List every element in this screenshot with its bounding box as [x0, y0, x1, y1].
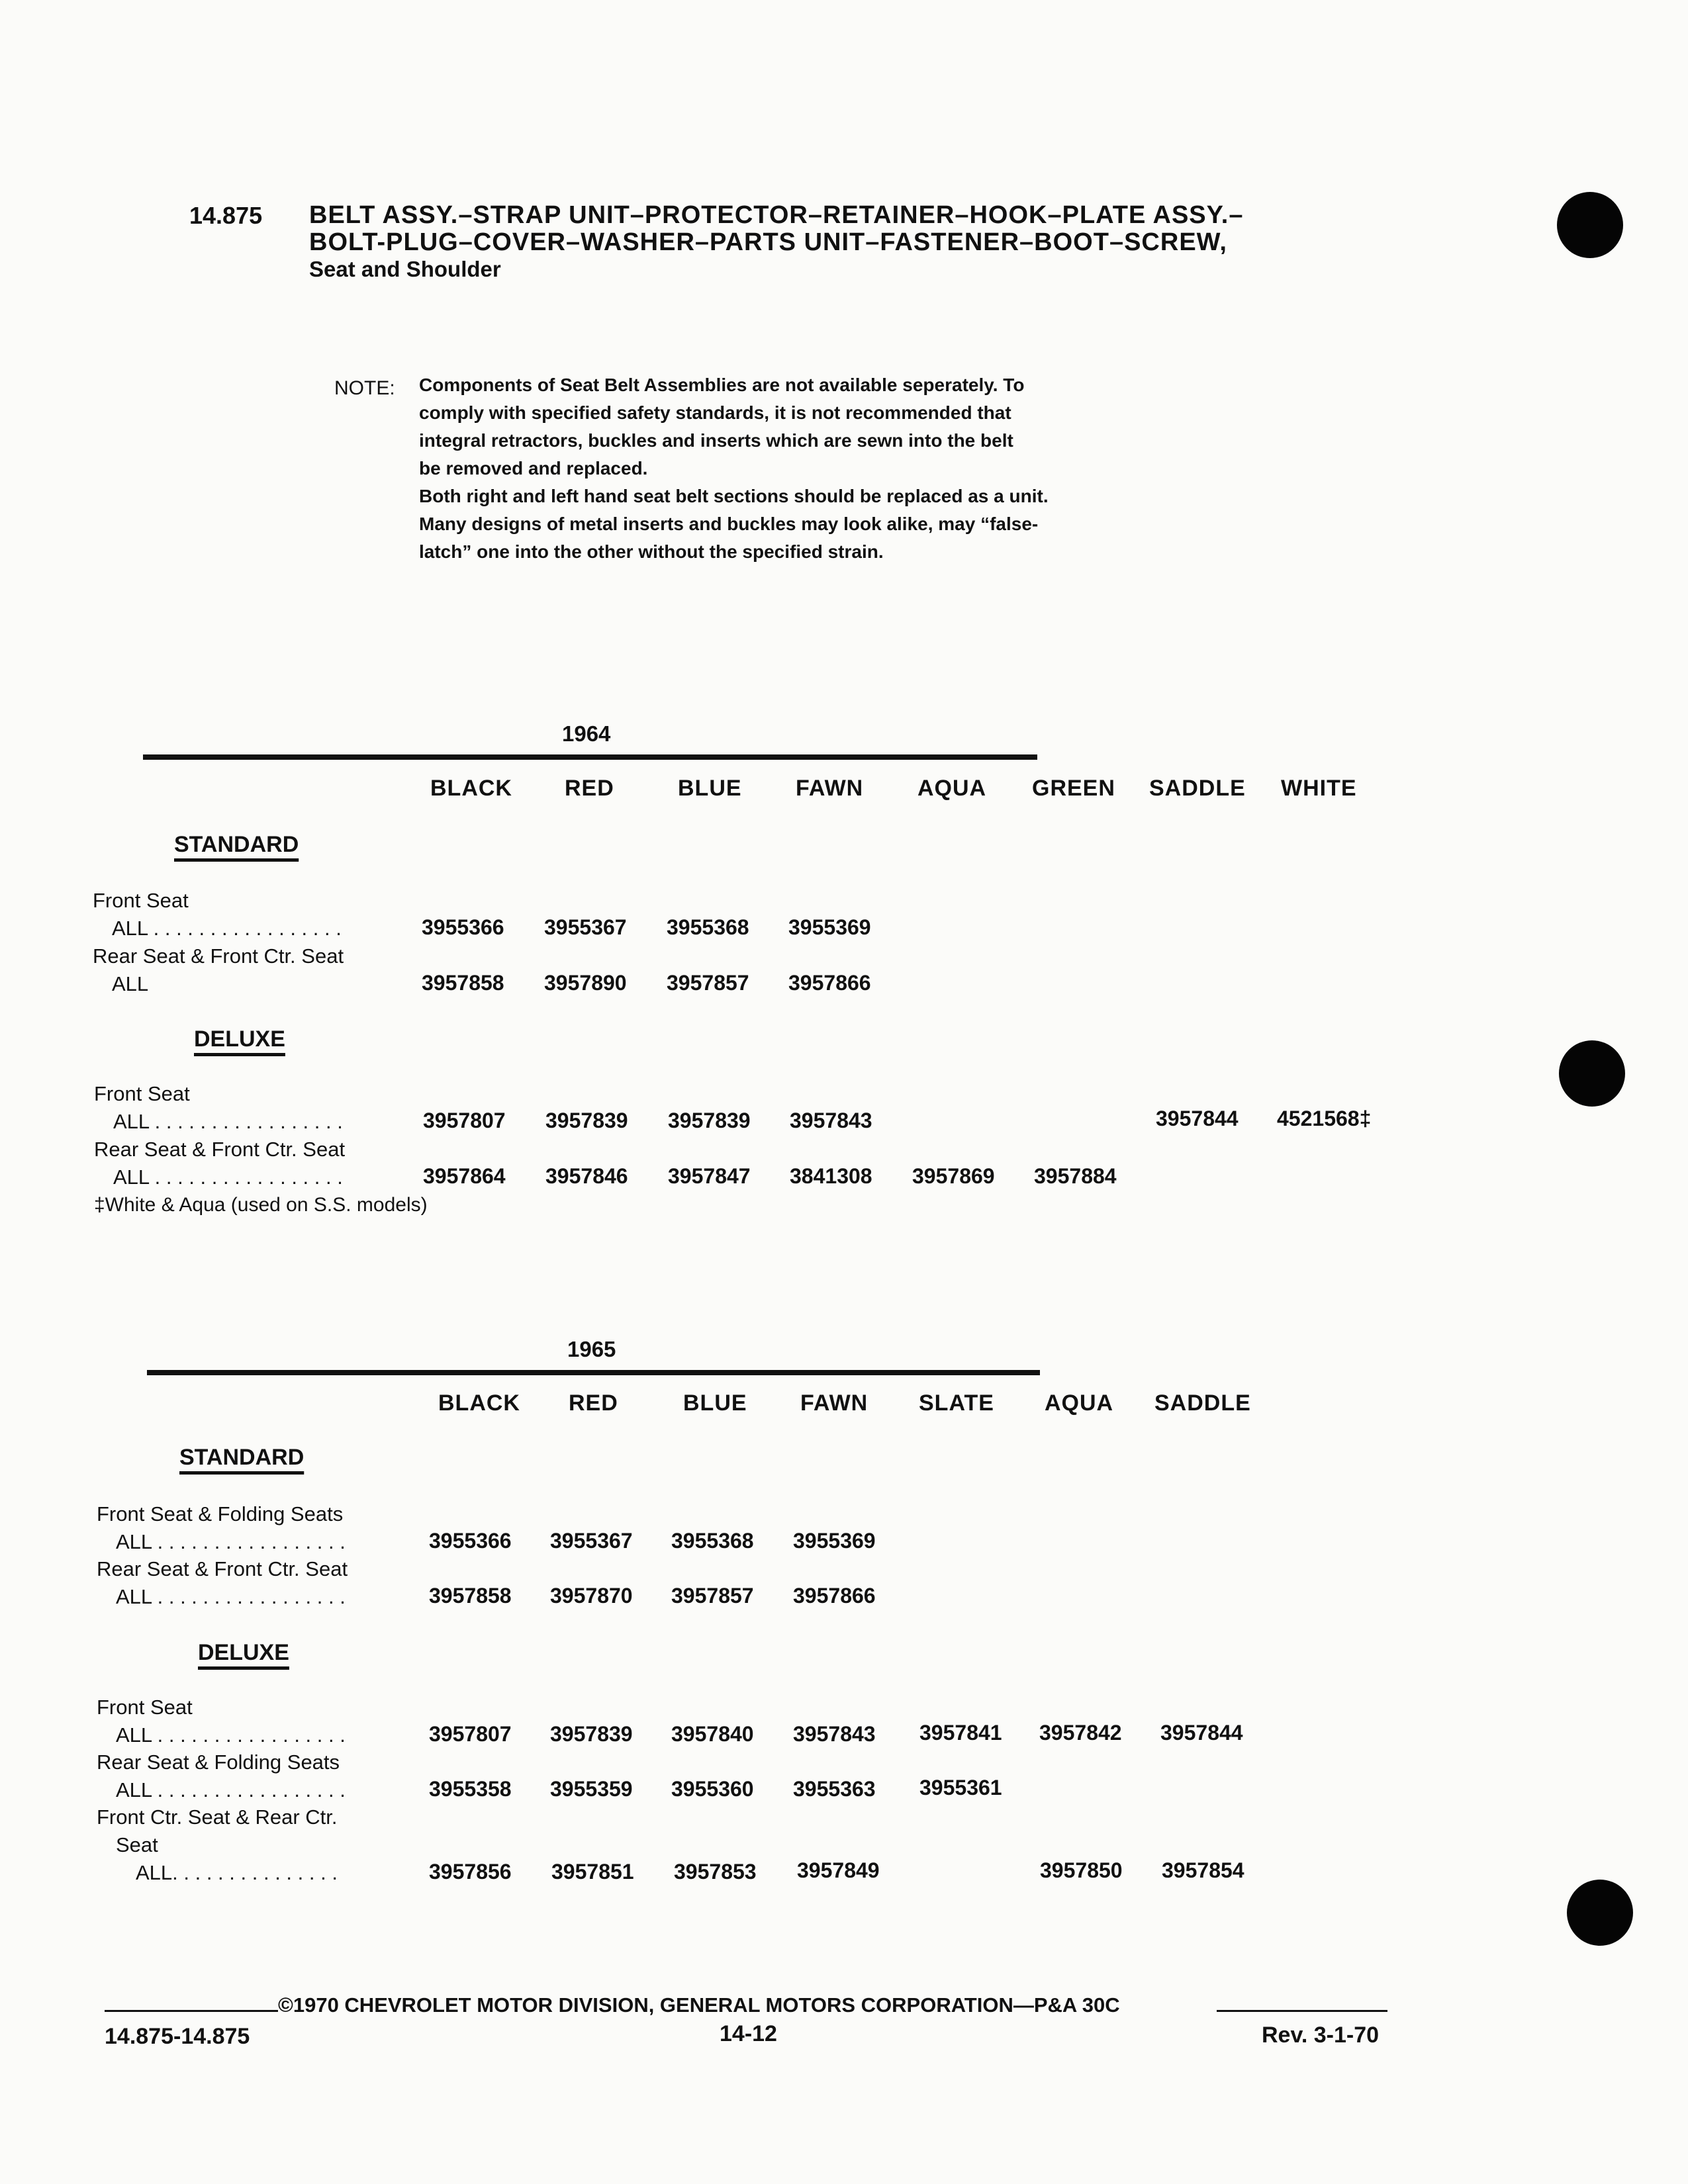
row-label: Front Seat — [93, 889, 189, 912]
row-label: Front Seat — [94, 1082, 190, 1105]
part-number: 3957839 — [545, 1109, 628, 1132]
part-number: 3957870 — [550, 1584, 633, 1608]
category-deluxe-1964: DELUXE — [194, 1026, 285, 1052]
row-label-continued: Seat — [116, 1833, 158, 1856]
row-sublabel: ALL . . . . . . . . . . . . . . . . . — [116, 1530, 346, 1553]
part-number: 3957853 — [674, 1860, 757, 1884]
category-deluxe-1965: DELUXE — [198, 1640, 289, 1665]
part-number: 3957841 — [919, 1721, 1002, 1745]
col-header-aqua: AQUA — [1045, 1390, 1114, 1416]
page-title-line3: Seat and Shoulder — [309, 257, 501, 281]
year-heading-1965: 1965 — [567, 1337, 616, 1361]
row-label: Rear Seat & Front Ctr. Seat — [97, 1557, 348, 1580]
part-number: 3955366 — [429, 1529, 512, 1553]
part-number: 3957851 — [551, 1860, 634, 1884]
footer-page-number: 14-12 — [720, 2021, 777, 2046]
part-number: 3957890 — [544, 971, 627, 995]
footnote: ‡White & Aqua (used on S.S. models) — [94, 1194, 428, 1216]
part-number: 3955366 — [422, 915, 504, 939]
row-label: Front Seat — [97, 1696, 193, 1719]
note-line: Both right and left hand seat belt sections should be replaced as a unit. — [419, 486, 1049, 506]
part-number: 3957866 — [793, 1584, 876, 1608]
part-number: 3957844 — [1160, 1721, 1243, 1745]
col-header-slate: SLATE — [919, 1390, 994, 1416]
row-label: Rear Seat & Folding Seats — [97, 1751, 340, 1774]
copyright-line: ©1970 CHEVROLET MOTOR DIVISION, GENERAL MOTORS CORPORATION—P&A 30C — [278, 1993, 1120, 2017]
row-sublabel: ALL. . . . . . . . . . . . . . . — [136, 1861, 338, 1884]
part-number: 3957839 — [668, 1109, 751, 1132]
punch-hole-top — [1557, 192, 1623, 258]
row-sublabel: ALL . . . . . . . . . . . . . . . . . — [113, 1110, 343, 1133]
part-number: 3957849 — [797, 1858, 880, 1882]
part-number: 3955367 — [550, 1529, 633, 1553]
part-number: 3955360 — [671, 1777, 754, 1801]
part-number: 4521568‡ — [1277, 1107, 1372, 1130]
col-header-fawn: FAWN — [800, 1390, 868, 1416]
part-number: 3957807 — [429, 1722, 512, 1746]
row-label: Rear Seat & Front Ctr. Seat — [94, 1138, 346, 1161]
col-header-blue: BLUE — [678, 776, 742, 801]
row-sublabel: ALL . . . . . . . . . . . . . . . . . — [116, 1778, 346, 1801]
part-number: 3957884 — [1034, 1164, 1117, 1188]
note-body — [419, 371, 1049, 566]
part-number: 3957858 — [429, 1584, 512, 1608]
part-number: 3957842 — [1039, 1721, 1122, 1745]
footer-revision: Rev. 3-1-70 — [1262, 2023, 1380, 2048]
part-number: 3955358 — [429, 1777, 512, 1801]
category-standard-1965: STANDARD — [179, 1445, 305, 1470]
row-sublabel: ALL . . . . . . . . . . . . . . . . . — [113, 1165, 343, 1189]
part-number: 3957856 — [429, 1860, 512, 1884]
row-sublabel: ALL . . . . . . . . . . . . . . . . . — [116, 1723, 346, 1747]
col-header-blue: BLUE — [683, 1390, 747, 1416]
part-number: 3955359 — [550, 1777, 633, 1801]
col-header-red: RED — [565, 776, 614, 801]
row-sublabel: ALL . . . . . . . . . . . . . . . . . — [116, 1585, 346, 1608]
part-number: 3957843 — [793, 1722, 876, 1746]
part-number: 3955363 — [793, 1777, 876, 1801]
col-header-white: WHITE — [1281, 776, 1357, 801]
col-header-saddle: SADDLE — [1149, 776, 1246, 801]
part-number: 3957840 — [671, 1722, 754, 1746]
col-header-black: BLACK — [430, 776, 512, 801]
part-number: 3955368 — [667, 915, 749, 939]
col-header-black: BLACK — [438, 1390, 520, 1416]
col-header-saddle: SADDLE — [1154, 1390, 1251, 1416]
part-number: 3955368 — [671, 1529, 754, 1553]
note-line: latch” one into the other without the specified strain. — [419, 541, 884, 562]
row-sublabel: ALL . . . . . . . . . . . . . . . . . — [112, 917, 342, 940]
col-header-green: GREEN — [1032, 776, 1115, 801]
part-number: 3957844 — [1156, 1107, 1239, 1130]
punch-hole-middle — [1559, 1040, 1625, 1107]
part-number: 3957864 — [423, 1164, 506, 1188]
part-number: 3841308 — [790, 1164, 872, 1188]
row-label: Front Seat & Folding Seats — [97, 1502, 344, 1525]
page-title-line1: BELT ASSY.–STRAP UNIT–PROTECTOR–RETAINER–HOOK–PLATE ASSY.– — [309, 201, 1244, 229]
table-rule-1965 — [147, 1370, 1040, 1375]
part-number: 3957869 — [912, 1164, 995, 1188]
part-number: 3957843 — [790, 1109, 872, 1132]
part-number: 3957847 — [668, 1164, 751, 1188]
part-number: 3955361 — [919, 1776, 1002, 1799]
part-number: 3957839 — [550, 1722, 633, 1746]
part-number: 3957807 — [423, 1109, 506, 1132]
note-label: NOTE: — [334, 377, 395, 399]
part-number: 3957857 — [671, 1584, 754, 1608]
section-number: 14.875 — [189, 202, 263, 229]
col-header-red: RED — [569, 1390, 618, 1416]
part-number: 3955369 — [793, 1529, 876, 1553]
table-rule-1964 — [143, 754, 1037, 760]
note-line: Many designs of metal inserts and buckles may look alike, may “false- — [419, 514, 1039, 534]
col-header-aqua: AQUA — [917, 776, 987, 801]
part-number: 3957858 — [422, 971, 504, 995]
part-number: 3957866 — [788, 971, 871, 995]
footer-section-range: 14.875-14.875 — [105, 2024, 250, 2049]
note-line: Components of Seat Belt Assemblies are not available seperately. To — [419, 375, 1025, 395]
punch-hole-bottom — [1567, 1880, 1633, 1946]
row-label: Rear Seat & Front Ctr. Seat — [93, 944, 344, 968]
category-standard-1964: STANDARD — [174, 832, 299, 857]
row-sublabel: ALL — [112, 972, 149, 995]
page-title-line2: BOLT-PLUG–COVER–WASHER–PARTS UNIT–FASTENER–BOOT–SCREW, — [309, 228, 1227, 256]
part-number: 3955367 — [544, 915, 627, 939]
col-header-fawn: FAWN — [796, 776, 864, 801]
note-line: comply with specified safety standards, it is not recommended that — [419, 402, 1011, 423]
part-number: 3955369 — [788, 915, 871, 939]
note-line: be removed and replaced. — [419, 458, 648, 478]
note-line: integral retractors, buckles and inserts which are sewn into the belt — [419, 430, 1013, 451]
part-number: 3957857 — [667, 971, 749, 995]
footer-rule-left — [105, 2010, 278, 2012]
part-number: 3957854 — [1162, 1858, 1244, 1882]
row-label: Front Ctr. Seat & Rear Ctr. — [97, 1805, 338, 1829]
part-number: 3957846 — [545, 1164, 628, 1188]
year-heading-1964: 1964 — [562, 721, 611, 746]
footer-rule-right — [1217, 2010, 1387, 2012]
part-number: 3957850 — [1040, 1858, 1123, 1882]
